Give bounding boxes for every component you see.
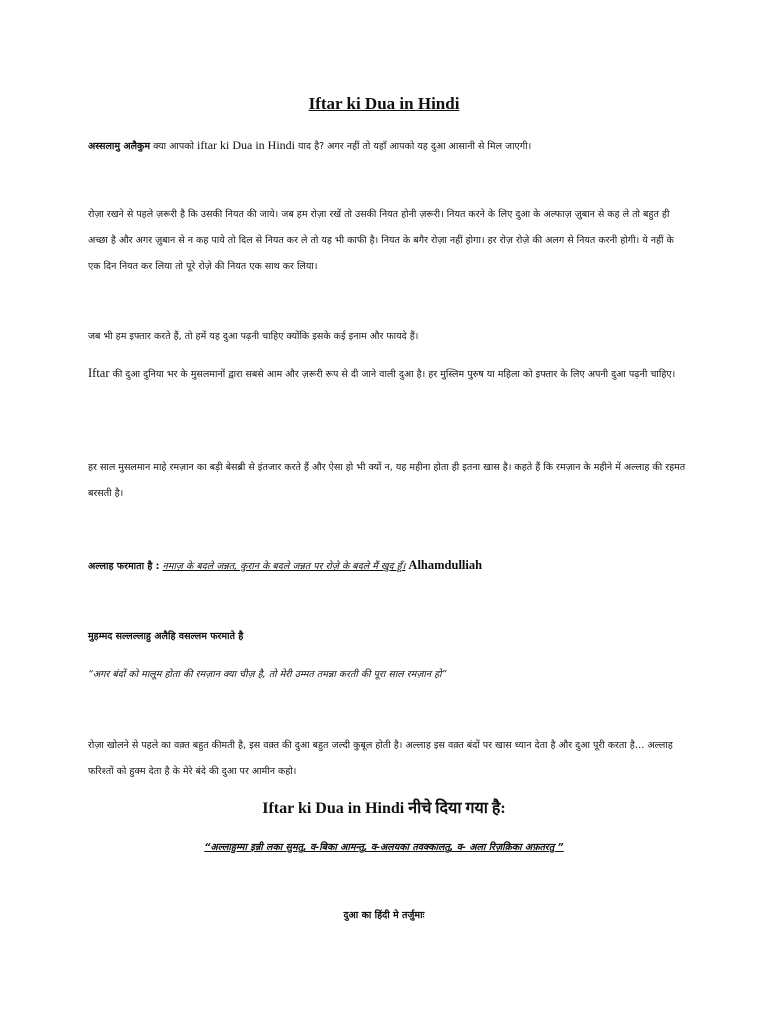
iftar-world-latin: Iftar (88, 366, 110, 380)
iftar-world-text: की दुआ दुनिया भर के मुसलमानों द्वारा सबसे आम और ज़रूरी रूप से दी जाने वाली दुआ है। हर मुस्लिम पुरुष या महिला को इफ्तार के लिए अपनी दुआ पढ़नी चाहिए। (109, 369, 676, 380)
ramzan-paragraph: हर साल मुसलमान माहे रमज़ान का बड़ी बेसब्री से इंतजार करते हैं और ऐसा हो भी क्यों न, यह महीना होता ही इतना खास है। कहते हैं कि रमज़ान के महीने में अल्लाह की रहमत बरसती है। (88, 462, 686, 499)
intro-text-before: क्या आपको (150, 141, 198, 152)
dua-subheading-hindi: नीचे दिया गया है: (404, 800, 506, 817)
document-title: Iftar ki Dua in Hindi (308, 94, 460, 113)
dua-text: “अल्लाहुम्मा इन्नी लका सुमतु, व-बिका आमन्तु, व-अलयका तवक्कालतु, व- अला रिज़क़िका अफ़तरतु ” (204, 842, 564, 853)
iftar-short-paragraph: जब भी हम इफ्तार करते हैं, तो हमें यह दुआ पढ़नी चाहिए क्योंकि इसके कई इनाम और फायदे हैं। (88, 331, 419, 342)
dua-subheading (0, 796, 768, 818)
prophet-quote-text: “अगर बंदों को मालूम होता की रमज़ान क्या चीज़ है, तो मेरी उम्मत तमन्ना करती की पूरा साल रमज़ान हो” (88, 669, 447, 680)
allah-line-label: अल्लाह फरमाता है : (88, 561, 160, 572)
allah-line (88, 552, 688, 580)
intro-greeting: अस्सलामु अलैकुम (88, 141, 151, 152)
allah-line-latin: Alhamdulliah (408, 558, 483, 572)
prophet-heading (88, 624, 688, 650)
prophet-quote (88, 662, 688, 688)
dua-subheading-latin: Iftar ki Dua in Hindi (262, 800, 405, 817)
prophet-heading-text: मुहम्मद सल्लल्लाहु अलैहि वसल्लम फरमाते है (88, 631, 244, 642)
tarjuma-heading: दुआ का हिंदी मे तर्जुमाः (343, 910, 425, 921)
iftar-world-paragraph (88, 360, 688, 388)
intro-latin: iftar ki Dua in Hindi (197, 138, 296, 152)
roza-kholna-paragraph: रोज़ा खोलने से पहले का वक़्त बहुत कीमती है, इस वक़्त की दुआ बहुत जल्दी कुबूल होती है। अल्लाह इस वक़्त बंदों पर खास ध्यान देता है और दुआ पूरी करता है… अल्लाह फरिश्तों को हुक्म देता है के मेरे बंदे की दुआ पर आमीन कहो। (88, 740, 673, 777)
allah-line-quote: नमाज़ के बदले जन्नत, कुरान के बदले जन्नत पर रोज़े के बदले मैं खुद हूँ। (162, 561, 406, 572)
intro-paragraph (88, 132, 688, 160)
intro-text-after: याद है? अगर नहीं तो यहाँ आपको यह दुआ आसानी से मिल जाएगी। (295, 141, 532, 152)
niyat-paragraph: रोज़ा रखने से पहले ज़रूरी है कि उसकी नियत की जाये। जब हम रोज़ा रखें तो उसकी नियत होनी ज़रूरी। नियत करने के लिए दुआ के अल्फाज़ ज़ुबान से कह ले तो बहुत ही अच्छा है और अगर ज़ुबान से न कह पाये तो दिल से नियत कर ले तो यह भी काफी है। नियत के बगैर रोज़ा नहीं होगा। हर रोज़ रोज़े की अलग से नियत करनी होगी। ये नहीं के एक दिन नियत कर लिया तो पूरे रोज़े की नियत एक साथ कर लिया। (88, 209, 674, 272)
